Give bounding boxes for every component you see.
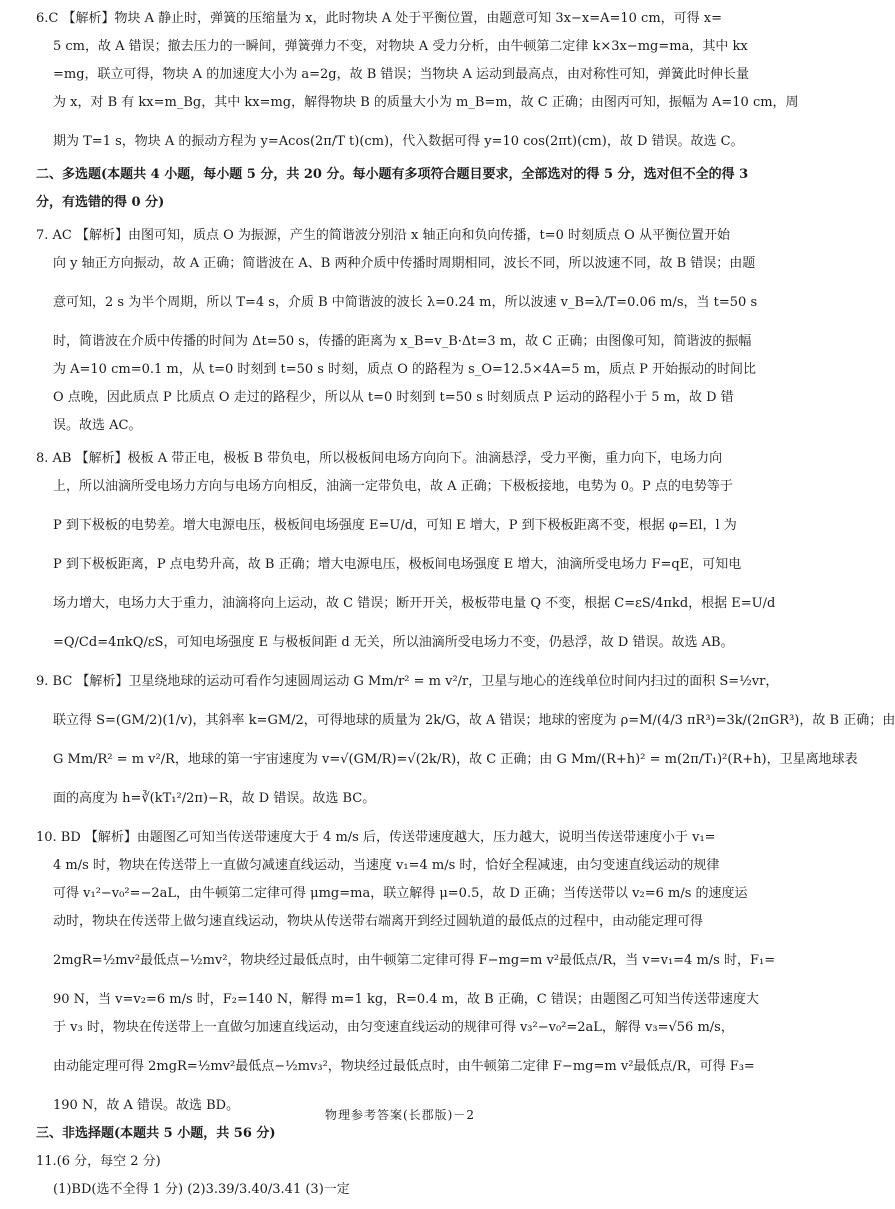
section-heading: 分，有选错的得 0 分) bbox=[36, 195, 165, 210]
answer-text-line: 90 N，当 v=v₂=6 m/s 时，F₂=140 N，解得 m=1 kg，R=0.4 m，故 B 正确，C 错误；由题图乙可知当传送带速度大 bbox=[53, 992, 759, 1007]
answer-text-line: 190 N，故 A 错误。故选 BD。 bbox=[53, 1098, 240, 1113]
answer-text-line: 面的高度为 h=∛(kT₁²/2π)−R，故 D 错误。故选 BC。 bbox=[53, 791, 376, 806]
answer-start-line: 9. BC 【解析】卫星绕地球的运动可看作匀速圆周运动 G Mm/r² = m v²/r，卫星与地心的连线单位时间内扫过的面积 S=½vr， bbox=[36, 674, 779, 689]
answer-start-line: 8. AB 【解析】极板 A 带正电，极板 B 带负电，所以极板间电场方向向下。油滴悬浮，受力平衡，重力向下，电场力向 bbox=[36, 451, 723, 466]
answer-text-line: 期为 T=1 s，物块 A 的振动方程为 y=Acos(2π/T t)(cm)，代入数据可得 y=10 cos(2πt)(cm)，故 D 错误。故选 C。 bbox=[53, 134, 744, 149]
answer-text-line: =mg，联立可得，物块 A 的加速度大小为 a=2g，故 B 错误；当物块 A 运动到最高点，由对称性可知，弹簧此时伸长量 bbox=[53, 67, 750, 82]
answer-text-line: 联立得 S=(GM/2)(1/v)，其斜率 k=GM/2，可得地球的质量为 2k/G，故 A 错误；地球的密度为 ρ=M/(4/3 πR³)=3k/(2πGR³)，故 B 正确；由 bbox=[53, 713, 895, 728]
answer-text-line: 由动能定理可得 2mgR=½mv²最低点−½mv₃²，物块经过最低点时，由牛顿第二定律 F−mg=m v²最低点/R，可得 F₃= bbox=[53, 1059, 755, 1074]
answer-start-line: 10. BD 【解析】由题图乙可知当传送带速度大于 4 m/s 后，传送带速度越大，压力越大，说明当传送带速度小于 v₁= bbox=[36, 830, 716, 845]
answer-start-line: 7. AC 【解析】由图可知，质点 O 为振源，产生的简谐波分别沿 x 轴正向和负向传播，t=0 时刻质点 O 从平衡位置开始 bbox=[36, 228, 730, 243]
page-footer: 物理参考答案(长郡版)－2 bbox=[325, 1108, 475, 1122]
section-heading: 二、多选题(本题共 4 小题，每小题 5 分，共 20 分。每小题有多项符合题目要求，全部选对的得 5 分，选对但不全的得 3 bbox=[36, 167, 749, 182]
answer-text-line: 2mgR=½mv²最低点−½mv²，物块经过最低点时，由牛顿第二定律可得 F−mg=m v²最低点/R，当 v=v₁=4 m/s 时，F₁= bbox=[53, 953, 776, 968]
answer-text-line: (1)BD(选不全得 1 分) (2)3.39/3.40/3.41 (3)一定 bbox=[53, 1182, 350, 1197]
answer-text-line: 上，所以油滴所受电场力方向与电场方向相反，油滴一定带负电，故 A 正确；下极板接地，电势为 0。P 点的电势等于 bbox=[53, 479, 733, 494]
answer-text-line: P 到下极板的电势差。增大电源电压，极板间电场强度 E=U/d，可知 E 增大，P 到下极板距离不变，根据 φ=El，l 为 bbox=[53, 518, 737, 533]
answer-text-line: G Mm/R² = m v²/R，地球的第一宇宙速度为 v=√(GM/R)=√(2k/R)，故 C 正确；由 G Mm/(R+h)² = m(2π/T₁)²(R+h)，卫星离地球表 bbox=[53, 752, 858, 767]
answer-start-line: 11.(6 分，每空 2 分) bbox=[36, 1154, 161, 1169]
answer-text-line: 于 v₃ 时，物块在传送带上一直做匀加速直线运动，由匀变速直线运动的规律可得 v₃²−v₀²=2aL，解得 v₃=√56 m/s， bbox=[53, 1020, 734, 1035]
answer-text-line: 为 A=10 cm=0.1 m，从 t=0 时刻到 t=50 s 时刻，质点 O 的路程为 s_O=12.5×4A=5 m，质点 P 开始振动的时间比 bbox=[53, 362, 757, 377]
answer-text-line: O 点晚，因此质点 P 比质点 O 走过的路程少，所以从 t=0 时刻到 t=50 s 时刻质点 P 运动的路程小于 5 m，故 D 错 bbox=[53, 390, 734, 405]
answer-text-line: 可得 v₁²−v₀²=−2aL，由牛顿第二定律可得 μmg=ma，联立解得 μ=0.5，故 D 正确；当传送带以 v₂=6 m/s 的速度运 bbox=[53, 886, 748, 901]
answer-text-line: 误。故选 AC。 bbox=[53, 418, 142, 433]
answer-text-line: 向 y 轴正方向振动，故 A 正确；简谐波在 A、B 两种介质中传播时周期相同，波长不同，所以波速不同，故 B 错误；由题 bbox=[53, 256, 756, 271]
answer-text-line: 为 x，对 B 有 kx=m_Bg，其中 kx=mg，解得物块 B 的质量大小为 m_B=m，故 C 正确；由图丙可知，振幅为 A=10 cm，周 bbox=[53, 95, 799, 110]
answer-text-line: 场力增大，电场力大于重力，油滴将向上运动，故 C 错误；断开开关，极板带电量 Q 不变，根据 C=εS/4πkd，根据 E=U/d bbox=[53, 596, 776, 611]
answer-text-line: 4 m/s 时，物块在传送带上一直做匀减速直线运动，当速度 v₁=4 m/s 时，恰好全程减速，由匀变速直线运动的规律 bbox=[53, 858, 720, 873]
answer-text-line: 5 cm，故 A 错误；撤去压力的一瞬间，弹簧弹力不变，对物块 A 受力分析，由牛顿第二定律 k×3x−mg=ma，其中 kx bbox=[53, 39, 748, 54]
answer-start-line: 6.C 【解析】物块 A 静止时，弹簧的压缩量为 x，此时物块 A 处于平衡位置，由题意可知 3x−x=A=10 cm，可得 x= bbox=[36, 11, 723, 26]
answer-text-line: =Q/Cd=4πkQ/εS，可知电场强度 E 与极板间距 d 无关，所以油滴所受电场力不变，仍悬浮，故 D 错误。故选 AB。 bbox=[53, 635, 734, 650]
answer-text-line: P 到下极板距离，P 点电势升高，故 B 正确；增大电源电压，极板间电场强度 E 增大，油滴所受电场力 F=qE，可知电 bbox=[53, 557, 742, 572]
section-heading: 三、非选择题(本题共 5 小题，共 56 分) bbox=[36, 1126, 276, 1141]
answer-text-line: 意可知，2 s 为半个周期，所以 T=4 s，介质 B 中简谐波的波长 λ=0.24 m，所以波速 v_B=λ/T=0.06 m/s，当 t=50 s bbox=[53, 295, 758, 310]
answer-document bbox=[36, 10, 895, 1209]
answer-text-line: 时，简谐波在介质中传播的时间为 Δt=50 s，传播的距离为 x_B=v_B·Δt=3 m，故 C 正确；由图像可知，简谐波的振幅 bbox=[53, 334, 752, 349]
answer-text-line: 动时，物块在传送带上做匀速直线运动，物块从传送带右端离开到经过圆轨道的最低点的过程中，由动能定理可得 bbox=[53, 914, 704, 929]
